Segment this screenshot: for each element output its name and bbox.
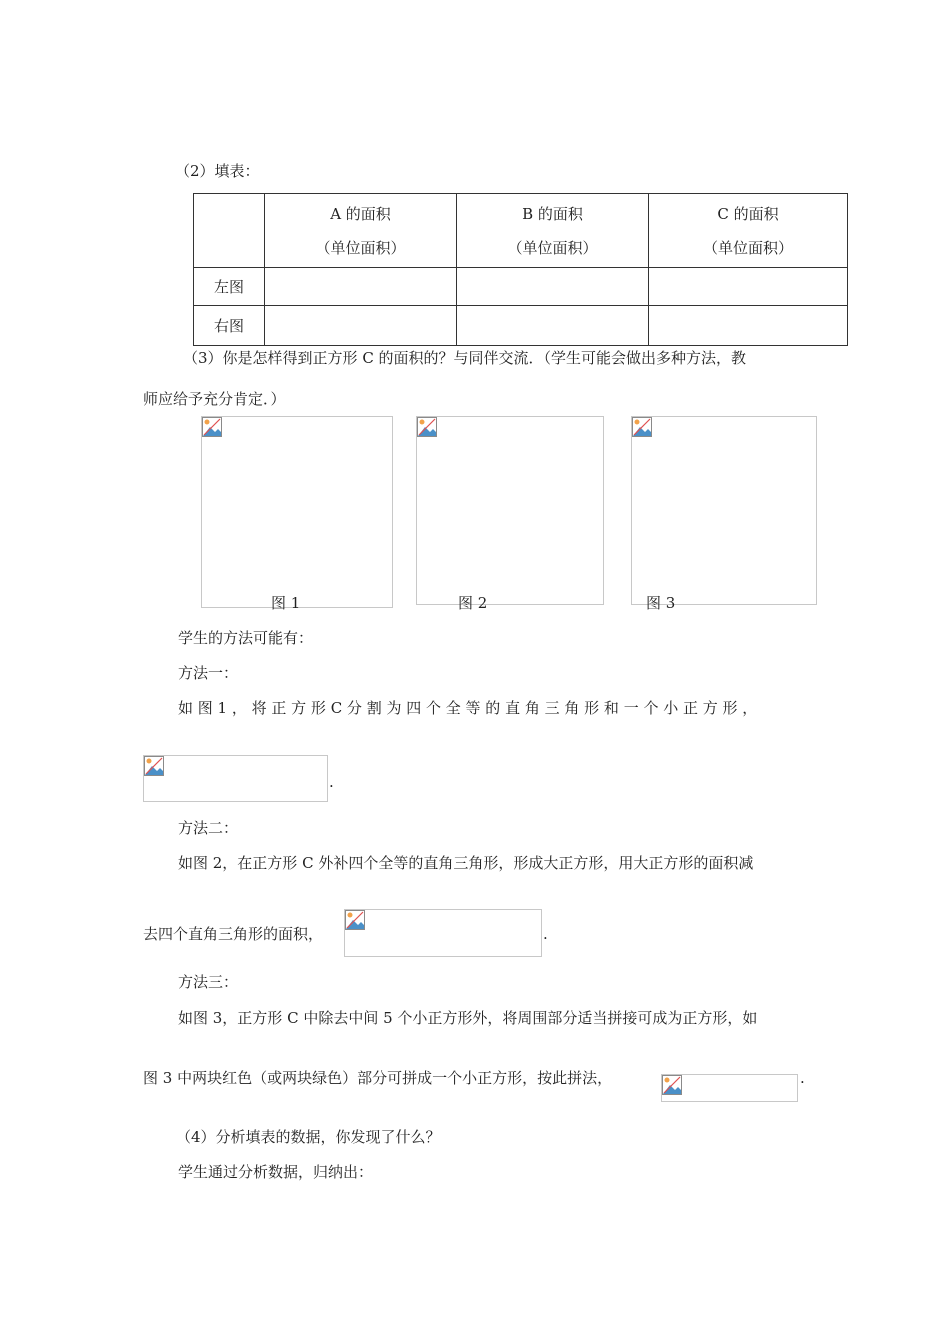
- method2-line1: 如图 2，在正方形 C 外补四个全等的直角三角形，形成大正方形，用大正方形的面积减: [178, 854, 754, 872]
- broken-image-icon: [662, 1075, 682, 1095]
- method3-line2: 图 3 中两块红色（或两块绿色）部分可拼成一个小正方形，按此拼法，: [143, 1069, 613, 1087]
- q3-line2: 师应给予充分肯定．）: [143, 390, 286, 408]
- figure-3-caption: 图 3: [646, 594, 676, 612]
- figure-1-caption: 图 1: [271, 594, 301, 612]
- q4-label: （4）分析填表的数据，你发现了什么？: [176, 1128, 441, 1146]
- table-cell: [265, 268, 457, 306]
- header-a-line1: A 的面积: [330, 204, 391, 223]
- table-cell: [457, 268, 649, 306]
- q3-line1: （3）你是怎样得到正方形 C 的面积的？与同伴交流．（学生可能会做出多种方法，教: [183, 349, 747, 367]
- header-c-line2: （单位面积）: [702, 238, 793, 257]
- conclusion-text: 学生通过分析数据，归纳出：: [178, 1163, 374, 1181]
- table-header-c: [649, 194, 848, 268]
- broken-image-icon: [417, 417, 437, 437]
- table-cell: [649, 306, 848, 346]
- method2-line2: 去四个直角三角形的面积，: [143, 925, 324, 943]
- table-cell: [649, 268, 848, 306]
- figure-2-image: [416, 416, 604, 605]
- broken-image-icon: [345, 910, 365, 930]
- method2-formula-image: [344, 909, 542, 957]
- header-a-line2: （单位面积）: [315, 238, 406, 257]
- method3-period: .: [800, 1069, 805, 1087]
- figure-1-image: [201, 416, 393, 608]
- table-cell: [457, 306, 649, 346]
- header-b-line2: （单位面积）: [507, 238, 598, 257]
- method1-title: 方法一：: [178, 664, 239, 682]
- table-header-a: [265, 194, 457, 268]
- method3-line1: 如图 3，正方形 C 中除去中间 5 个小正方形外，将周围部分适当拼接可成为正方形，如: [178, 1009, 758, 1027]
- figure-2-caption: 图 2: [458, 594, 488, 612]
- method2-period: .: [543, 925, 548, 943]
- method3-title: 方法三：: [178, 973, 239, 991]
- broken-image-icon: [144, 756, 164, 776]
- methods-intro: 学生的方法可能有：: [178, 629, 314, 647]
- method1-text: 如 图 1 ， 将 正 方 形 C 分 割 为 四 个 全 等 的 直 角 三 角 形 和 一 个 小 正 方 形 ，: [178, 699, 758, 717]
- header-b-line1: B 的面积: [522, 204, 583, 223]
- method3-formula-image: [661, 1074, 798, 1102]
- method1-formula-image: [143, 755, 328, 802]
- table-header-b: [457, 194, 649, 268]
- table-row: [194, 268, 848, 306]
- broken-image-icon: [632, 417, 652, 437]
- area-table: [193, 193, 848, 346]
- method2-title: 方法二：: [178, 819, 239, 837]
- table-cell: [265, 306, 457, 346]
- table-row: [194, 306, 848, 346]
- broken-image-icon: [202, 417, 222, 437]
- method1-period: .: [329, 773, 334, 791]
- header-c-line1: C 的面积: [717, 204, 779, 223]
- table-corner-cell: [194, 194, 265, 268]
- q2-label: （2）填表：: [175, 162, 260, 180]
- row-label-right: 右图: [194, 306, 265, 346]
- figure-3-image: [631, 416, 817, 605]
- row-label-left: 左图: [194, 268, 265, 306]
